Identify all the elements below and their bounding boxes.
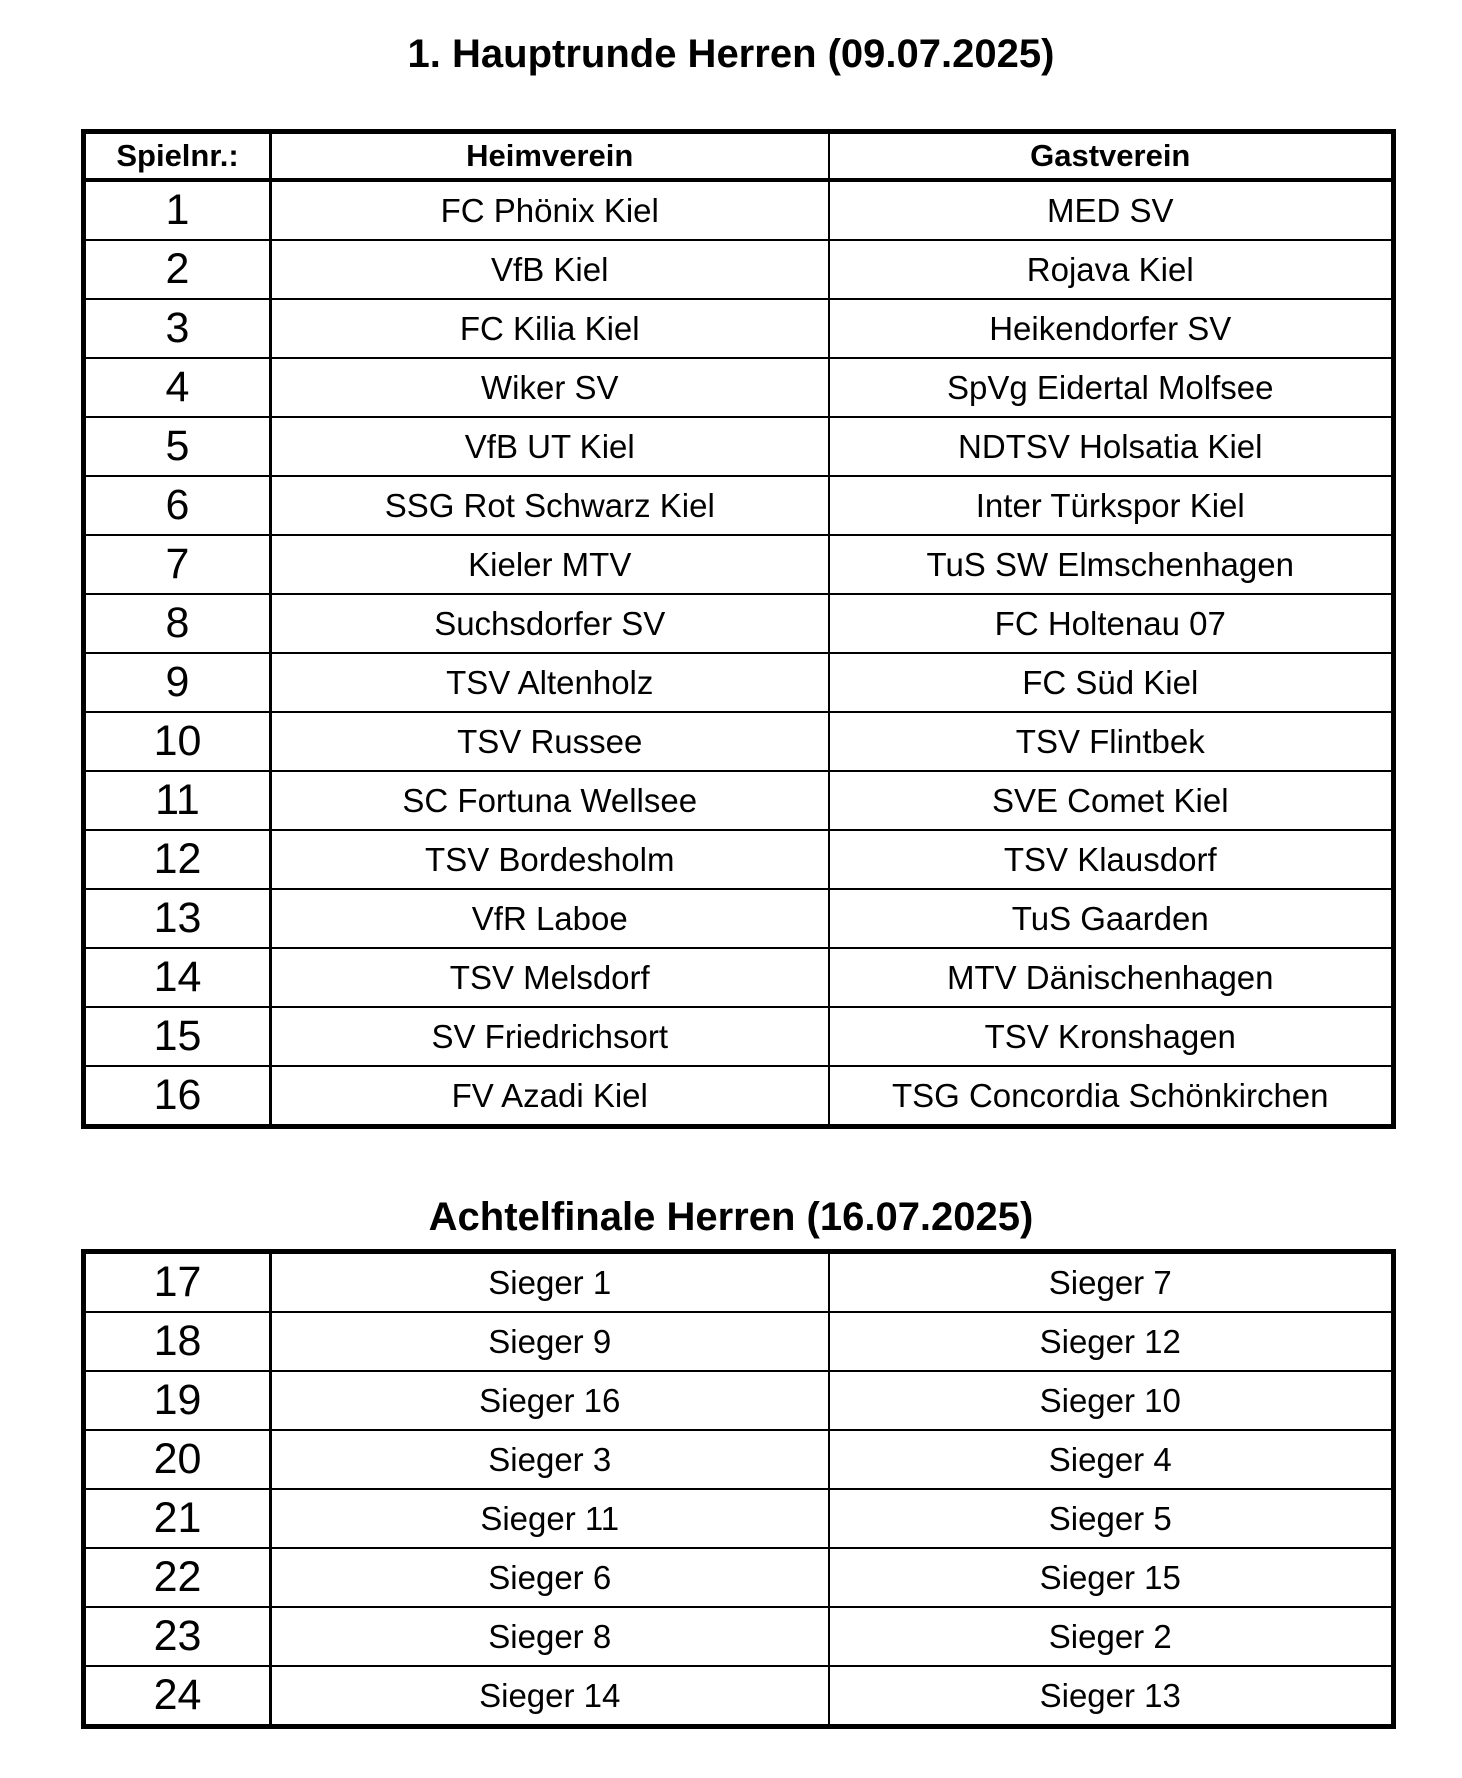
match-number: 17 bbox=[84, 1252, 271, 1313]
home-team: FC Phönix Kiel bbox=[271, 180, 829, 240]
home-team: Sieger 8 bbox=[271, 1607, 829, 1666]
away-team: FC Süd Kiel bbox=[829, 653, 1394, 712]
home-team: VfR Laboe bbox=[271, 889, 829, 948]
away-team: MTV Dänischenhagen bbox=[829, 948, 1394, 1007]
table-row bbox=[84, 1548, 1394, 1607]
away-team: Sieger 10 bbox=[829, 1371, 1394, 1430]
table-header-row bbox=[84, 132, 1394, 181]
match-number: 12 bbox=[84, 830, 271, 889]
table-row bbox=[84, 358, 1394, 417]
table-row bbox=[84, 594, 1394, 653]
match-number: 2 bbox=[84, 240, 271, 299]
table-row bbox=[84, 1371, 1394, 1430]
away-team: TSV Klausdorf bbox=[829, 830, 1394, 889]
home-team: VfB UT Kiel bbox=[271, 417, 829, 476]
table-row bbox=[84, 712, 1394, 771]
home-team: Wiker SV bbox=[271, 358, 829, 417]
away-team: TuS Gaarden bbox=[829, 889, 1394, 948]
table-row bbox=[84, 771, 1394, 830]
match-number: 8 bbox=[84, 594, 271, 653]
page-title-achtelfinale: Achtelfinale Herren (16.07.2025) bbox=[428, 1195, 1034, 1239]
table-row bbox=[84, 1430, 1394, 1489]
away-team: TuS SW Elmschenhagen bbox=[829, 535, 1394, 594]
away-team: Sieger 13 bbox=[829, 1666, 1394, 1727]
fixtures-table-hauptrunde bbox=[81, 129, 1396, 1129]
home-team: Sieger 3 bbox=[271, 1430, 829, 1489]
home-team: SSG Rot Schwarz Kiel bbox=[271, 476, 829, 535]
away-team: TSV Flintbek bbox=[829, 712, 1394, 771]
home-team: TSV Altenholz bbox=[271, 653, 829, 712]
fixtures-table-achtelfinale bbox=[81, 1249, 1396, 1729]
home-team: Sieger 1 bbox=[271, 1252, 829, 1313]
home-team: FV Azadi Kiel bbox=[271, 1066, 829, 1127]
table-row bbox=[84, 1312, 1394, 1371]
home-team: Sieger 9 bbox=[271, 1312, 829, 1371]
away-team: Sieger 7 bbox=[829, 1252, 1394, 1313]
table-row bbox=[84, 240, 1394, 299]
table-row bbox=[84, 1666, 1394, 1727]
away-team: TSV Kronshagen bbox=[829, 1007, 1394, 1066]
home-team: SV Friedrichsort bbox=[271, 1007, 829, 1066]
table-row bbox=[84, 653, 1394, 712]
home-team: SC Fortuna Wellsee bbox=[271, 771, 829, 830]
table-row bbox=[84, 535, 1394, 594]
away-team: Heikendorfer SV bbox=[829, 299, 1394, 358]
table-row bbox=[84, 889, 1394, 948]
table-row bbox=[84, 830, 1394, 889]
match-number: 13 bbox=[84, 889, 271, 948]
match-number: 4 bbox=[84, 358, 271, 417]
home-team: VfB Kiel bbox=[271, 240, 829, 299]
match-number: 18 bbox=[84, 1312, 271, 1371]
home-team: Sieger 16 bbox=[271, 1371, 829, 1430]
match-number: 16 bbox=[84, 1066, 271, 1127]
table-row bbox=[84, 1489, 1394, 1548]
away-team: MED SV bbox=[829, 180, 1394, 240]
match-number: 9 bbox=[84, 653, 271, 712]
match-number: 10 bbox=[84, 712, 271, 771]
match-number: 3 bbox=[84, 299, 271, 358]
away-team: Rojava Kiel bbox=[829, 240, 1394, 299]
match-number: 15 bbox=[84, 1007, 271, 1066]
away-team: Sieger 2 bbox=[829, 1607, 1394, 1666]
home-team: TSV Melsdorf bbox=[271, 948, 829, 1007]
away-team: Sieger 12 bbox=[829, 1312, 1394, 1371]
table-row bbox=[84, 417, 1394, 476]
away-team: Sieger 15 bbox=[829, 1548, 1394, 1607]
table-row bbox=[84, 1252, 1394, 1313]
match-number: 5 bbox=[84, 417, 271, 476]
match-number: 11 bbox=[84, 771, 271, 830]
match-number: 23 bbox=[84, 1607, 271, 1666]
match-number: 24 bbox=[84, 1666, 271, 1727]
match-number: 7 bbox=[84, 535, 271, 594]
column-header-heimverein: Heimverein bbox=[271, 132, 829, 181]
away-team: TSG Concordia Schönkirchen bbox=[829, 1066, 1394, 1127]
away-team: Inter Türkspor Kiel bbox=[829, 476, 1394, 535]
away-team: FC Holtenau 07 bbox=[829, 594, 1394, 653]
match-number: 20 bbox=[84, 1430, 271, 1489]
home-team: TSV Bordesholm bbox=[271, 830, 829, 889]
match-number: 1 bbox=[84, 180, 271, 240]
table-row bbox=[84, 180, 1394, 240]
home-team: Sieger 11 bbox=[271, 1489, 829, 1548]
match-number: 22 bbox=[84, 1548, 271, 1607]
match-number: 6 bbox=[84, 476, 271, 535]
home-team: Sieger 6 bbox=[271, 1548, 829, 1607]
away-team: SVE Comet Kiel bbox=[829, 771, 1394, 830]
table-row bbox=[84, 948, 1394, 1007]
table-row bbox=[84, 1066, 1394, 1127]
page-title-hauptrunde: 1. Hauptrunde Herren (09.07.2025) bbox=[407, 32, 1055, 76]
table-row bbox=[84, 299, 1394, 358]
home-team: TSV Russee bbox=[271, 712, 829, 771]
home-team: Kieler MTV bbox=[271, 535, 829, 594]
home-team: FC Kilia Kiel bbox=[271, 299, 829, 358]
column-header-gastverein: Gastverein bbox=[829, 132, 1394, 181]
away-team: NDTSV Holsatia Kiel bbox=[829, 417, 1394, 476]
match-number: 21 bbox=[84, 1489, 271, 1548]
away-team: Sieger 4 bbox=[829, 1430, 1394, 1489]
match-number: 19 bbox=[84, 1371, 271, 1430]
match-number: 14 bbox=[84, 948, 271, 1007]
home-team: Sieger 14 bbox=[271, 1666, 829, 1727]
table-row bbox=[84, 1607, 1394, 1666]
table-row bbox=[84, 1007, 1394, 1066]
home-team: Suchsdorfer SV bbox=[271, 594, 829, 653]
table-row bbox=[84, 476, 1394, 535]
away-team: Sieger 5 bbox=[829, 1489, 1394, 1548]
column-header-spielnr: Spielnr.: bbox=[84, 132, 271, 181]
away-team: SpVg Eidertal Molfsee bbox=[829, 358, 1394, 417]
